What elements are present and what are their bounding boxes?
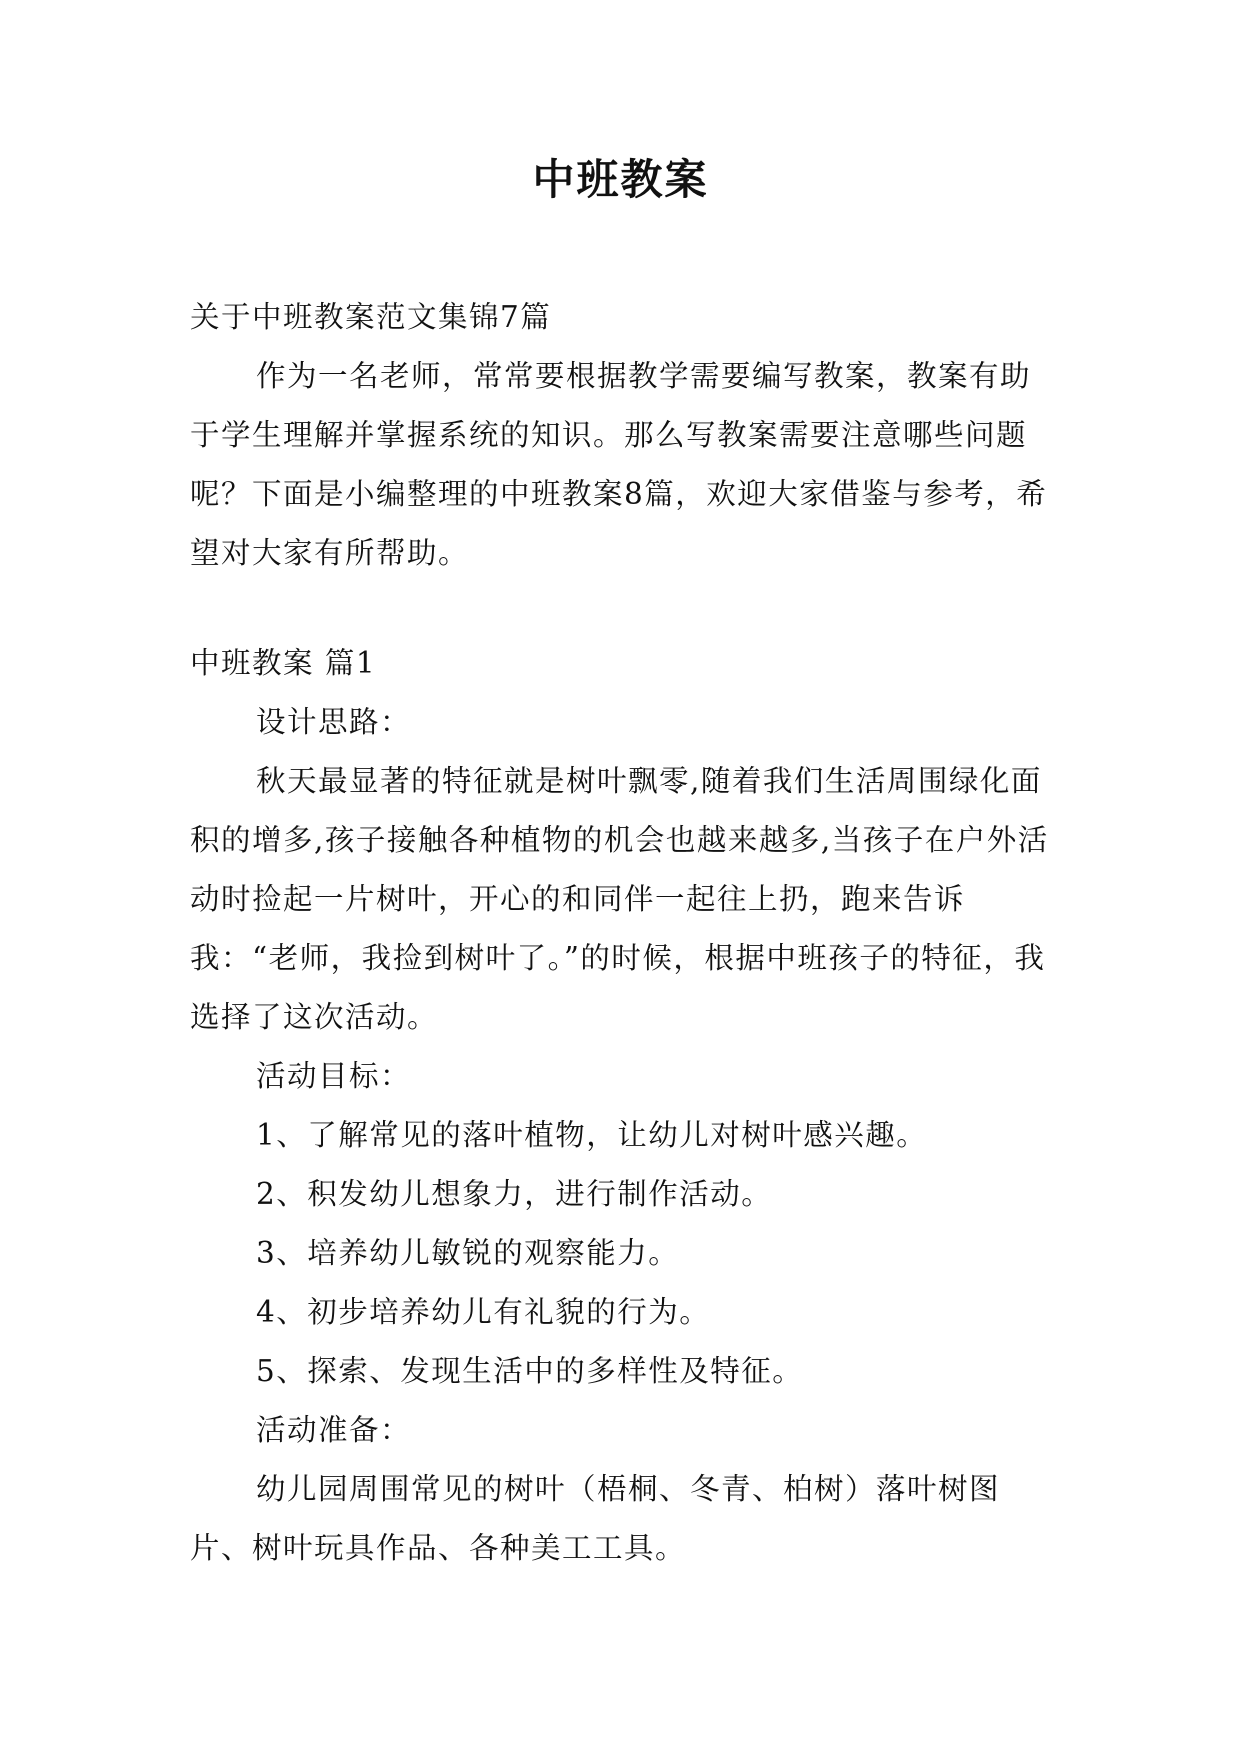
- section-heading: 中班教案 篇1: [190, 646, 377, 680]
- goal-item: 1、了解常见的落叶植物，让幼儿对树叶感兴趣。: [256, 1118, 928, 1152]
- goal-item: 4、初步培养幼儿有礼貌的行为。: [256, 1295, 711, 1329]
- prep-paragraph: 幼儿园周围常见的树叶（梧桐、冬青、柏树）落叶树图片、树叶玩具作品、各种美工工具。: [190, 1472, 1001, 1565]
- goal-item: 2、积发幼儿想象力，进行制作活动。: [256, 1177, 773, 1211]
- intro-paragraph: 作为一名老师，常常要根据教学需要编写教案，教案有助于学生理解并掌握系统的知识。那么写教案需要注意哪些问题呢？下面是小编整理的中班教案8篇，欢迎大家借鉴与参考，希望对大家有所帮助。: [190, 359, 1048, 570]
- goal-item: 3、培养幼儿敏锐的观察能力。: [256, 1236, 680, 1270]
- goals-heading: 活动目标：: [256, 1059, 412, 1093]
- document-title: 中班教案: [532, 155, 709, 204]
- document-body: [190, 288, 1060, 1578]
- goal-item: 5、探索、发现生活中的多样性及特征。: [256, 1354, 804, 1388]
- document-subtitle: 关于中班教案范文集锦7篇: [190, 300, 552, 334]
- prep-heading: 活动准备：: [256, 1413, 412, 1447]
- design-paragraph: 秋天最显著的特征就是树叶飘零,随着我们生活周围绿化面积的增多,孩子接触各种植物的机会也越来越多,当孩子在户外活动时捡起一片树叶，开心的和同伴一起往上扔，跑来告诉我：“老师，我捡到树叶了。”的时候，根据中班孩子的特征，我选择了这次活动。: [190, 764, 1049, 1034]
- design-heading: 设计思路：: [256, 705, 412, 739]
